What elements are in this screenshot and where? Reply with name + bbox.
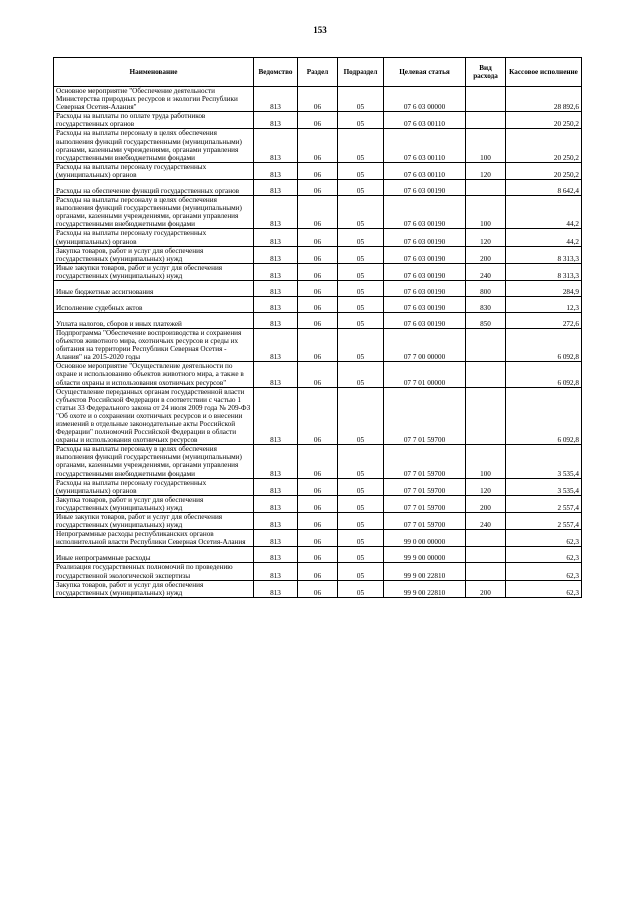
cell-celevaya-statya: 99 9 00 22810	[384, 563, 466, 580]
cell-vid-raskhoda	[466, 180, 506, 196]
cell-razdel: 06	[298, 495, 338, 512]
header-razdel: Раздел	[298, 58, 338, 87]
cell-podrazdel: 05	[338, 263, 384, 280]
cell-vedomstvo: 813	[254, 87, 298, 112]
cell-kassovoe-ispolnenie: 8 642,4	[506, 180, 582, 196]
cell-celevaya-statya: 07 6 03 00110	[384, 129, 466, 162]
cell-razdel: 06	[298, 129, 338, 162]
cell-celevaya-statya: 07 6 03 00190	[384, 180, 466, 196]
cell-kassovoe-ispolnenie: 6 092,8	[506, 362, 582, 387]
cell-vedomstvo: 813	[254, 328, 298, 361]
header-celevaya-statya: Целевая статья	[384, 58, 466, 87]
cell-vid-raskhoda	[466, 112, 506, 129]
cell-celevaya-statya: 07 7 01 59700	[384, 387, 466, 445]
cell-podrazdel: 05	[338, 246, 384, 263]
cell-podrazdel: 05	[338, 296, 384, 312]
cell-vedomstvo: 813	[254, 580, 298, 597]
table-row	[54, 495, 582, 512]
cell-vid-raskhoda: 800	[466, 280, 506, 296]
table-row	[54, 280, 582, 296]
table-row	[54, 580, 582, 597]
cell-razdel: 06	[298, 296, 338, 312]
cell-vedomstvo: 813	[254, 547, 298, 563]
cell-vedomstvo: 813	[254, 229, 298, 246]
cell-podrazdel: 05	[338, 563, 384, 580]
cell-vid-raskhoda: 850	[466, 312, 506, 328]
cell-vid-raskhoda: 200	[466, 246, 506, 263]
cell-vid-raskhoda: 240	[466, 263, 506, 280]
cell-razdel: 06	[298, 563, 338, 580]
cell-celevaya-statya: 99 0 00 00000	[384, 530, 466, 547]
header-name: Наименование	[54, 58, 254, 87]
table-row	[54, 312, 582, 328]
cell-kassovoe-ispolnenie: 8 313,3	[506, 263, 582, 280]
cell-podrazdel: 05	[338, 580, 384, 597]
cell-name: Закупка товаров, работ и услуг для обеспечения государственных (муниципальных) нужд	[54, 495, 254, 512]
cell-celevaya-statya: 07 6 03 00190	[384, 312, 466, 328]
cell-vedomstvo: 813	[254, 263, 298, 280]
cell-podrazdel: 05	[338, 229, 384, 246]
cell-razdel: 06	[298, 87, 338, 112]
table-row	[54, 530, 582, 547]
cell-kassovoe-ispolnenie: 272,6	[506, 312, 582, 328]
cell-podrazdel: 05	[338, 530, 384, 547]
cell-razdel: 06	[298, 445, 338, 478]
cell-celevaya-statya: 07 6 03 00190	[384, 229, 466, 246]
cell-name: Непрограммные расходы республиканских органов исполнительной власти Республики Северная Осетия-Алания	[54, 530, 254, 547]
cell-podrazdel: 05	[338, 362, 384, 387]
cell-podrazdel: 05	[338, 180, 384, 196]
cell-vid-raskhoda: 200	[466, 495, 506, 512]
page-number: 153	[313, 25, 327, 35]
cell-celevaya-statya: 07 6 03 00190	[384, 246, 466, 263]
cell-kassovoe-ispolnenie: 62,3	[506, 530, 582, 547]
cell-name: Уплата налогов, сборов и иных платежей	[54, 312, 254, 328]
cell-vedomstvo: 813	[254, 530, 298, 547]
cell-vid-raskhoda: 830	[466, 296, 506, 312]
cell-name: Расходы на выплаты персоналу в целях обеспечения выполнения функций государственными (муниципальными) органами, казенными учреждениями, органами управления государственными внебюджетными фондами	[54, 196, 254, 229]
cell-kassovoe-ispolnenie: 28 892,6	[506, 87, 582, 112]
cell-podrazdel: 05	[338, 445, 384, 478]
cell-vid-raskhoda: 100	[466, 445, 506, 478]
cell-name: Расходы на обеспечение функций государственных органов	[54, 180, 254, 196]
cell-podrazdel: 05	[338, 513, 384, 530]
cell-vid-raskhoda: 120	[466, 478, 506, 495]
table-row	[54, 547, 582, 563]
cell-razdel: 06	[298, 312, 338, 328]
cell-razdel: 06	[298, 229, 338, 246]
cell-vid-raskhoda	[466, 362, 506, 387]
cell-kassovoe-ispolnenie: 2 557,4	[506, 495, 582, 512]
cell-name: Основное мероприятие "Осуществление деятельности по охране и использованию объектов животного мира, а также в области охраны и использования охотничьих ресурсов"	[54, 362, 254, 387]
cell-celevaya-statya: 07 7 01 59700	[384, 513, 466, 530]
cell-razdel: 06	[298, 547, 338, 563]
cell-celevaya-statya: 07 7 00 00000	[384, 328, 466, 361]
cell-vedomstvo: 813	[254, 196, 298, 229]
cell-podrazdel: 05	[338, 280, 384, 296]
cell-kassovoe-ispolnenie: 44,2	[506, 229, 582, 246]
cell-vedomstvo: 813	[254, 495, 298, 512]
cell-podrazdel: 05	[338, 312, 384, 328]
cell-vedomstvo: 813	[254, 129, 298, 162]
table-row	[54, 328, 582, 361]
cell-name: Расходы на выплаты персоналу государственных (муниципальных) органов	[54, 229, 254, 246]
table-row	[54, 513, 582, 530]
table-row	[54, 112, 582, 129]
cell-name: Иные бюджетные ассигнования	[54, 280, 254, 296]
cell-name: Основное мероприятие "Обеспечение деятельности Министерства природных ресурсов и экологии Республики Северная Осетия-Алания"	[54, 87, 254, 112]
cell-podrazdel: 05	[338, 547, 384, 563]
cell-vedomstvo: 813	[254, 563, 298, 580]
cell-kassovoe-ispolnenie: 20 250,2	[506, 112, 582, 129]
table-row	[54, 387, 582, 445]
cell-vid-raskhoda	[466, 328, 506, 361]
cell-name: Исполнение судебных актов	[54, 296, 254, 312]
cell-podrazdel: 05	[338, 328, 384, 361]
cell-vedomstvo: 813	[254, 246, 298, 263]
table-body	[54, 87, 582, 598]
cell-razdel: 06	[298, 580, 338, 597]
cell-razdel: 06	[298, 196, 338, 229]
table-row	[54, 196, 582, 229]
table-row	[54, 162, 582, 179]
cell-vid-raskhoda: 240	[466, 513, 506, 530]
table-row	[54, 563, 582, 580]
cell-vedomstvo: 813	[254, 445, 298, 478]
cell-celevaya-statya: 07 7 01 59700	[384, 495, 466, 512]
cell-name: Расходы на выплаты по оплате труда работников государственных органов	[54, 112, 254, 129]
cell-name: Реализация государственных полномочий по проведению государственной экологической экспертизы	[54, 563, 254, 580]
cell-podrazdel: 05	[338, 162, 384, 179]
cell-celevaya-statya: 07 7 01 59700	[384, 478, 466, 495]
table-row	[54, 87, 582, 112]
cell-kassovoe-ispolnenie: 20 250,2	[506, 129, 582, 162]
budget-execution-table	[53, 57, 582, 598]
table-row	[54, 445, 582, 478]
cell-podrazdel: 05	[338, 129, 384, 162]
cell-name: Осуществление переданных органам государственной власти субъектов Российской Федерации в соответствии с частью 1 статьи 33 Федерального закона от 24 июля 2009 года № 209-ФЗ "Об охоте и о сохранении охотничьих ресурсов и о внесении изменений в отдельные законодательные акты Российской Федерации" полномочий Российской Федерации в области охраны и использования охотничьих ресурсов	[54, 387, 254, 445]
cell-name: Иные закупки товаров, работ и услуг для обеспечения государственных (муниципальных) нужд	[54, 263, 254, 280]
table-row	[54, 129, 582, 162]
cell-kassovoe-ispolnenie: 2 557,4	[506, 513, 582, 530]
cell-razdel: 06	[298, 180, 338, 196]
cell-vid-raskhoda: 100	[466, 196, 506, 229]
cell-kassovoe-ispolnenie: 6 092,8	[506, 328, 582, 361]
cell-name: Закупка товаров, работ и услуг для обеспечения государственных (муниципальных) нужд	[54, 580, 254, 597]
cell-kassovoe-ispolnenie: 20 250,2	[506, 162, 582, 179]
cell-razdel: 06	[298, 530, 338, 547]
cell-celevaya-statya: 99 9 00 22810	[384, 580, 466, 597]
table-row	[54, 362, 582, 387]
cell-kassovoe-ispolnenie: 8 313,3	[506, 246, 582, 263]
table-row	[54, 246, 582, 263]
cell-kassovoe-ispolnenie: 3 535,4	[506, 478, 582, 495]
cell-name: Подпрограмма "Обеспечение воспроизводства и сохранения объектов животного мира, охотничьих ресурсов и среды их обитания на территории Республики Северная Осетия - Алания" на 2015-2020 годы	[54, 328, 254, 361]
cell-vid-raskhoda: 120	[466, 229, 506, 246]
cell-razdel: 06	[298, 478, 338, 495]
table-header-row	[54, 58, 582, 87]
cell-celevaya-statya: 07 7 01 59700	[384, 445, 466, 478]
cell-kassovoe-ispolnenie: 6 092,8	[506, 387, 582, 445]
cell-name: Закупка товаров, работ и услуг для обеспечения государственных (муниципальных) нужд	[54, 246, 254, 263]
cell-razdel: 06	[298, 263, 338, 280]
cell-celevaya-statya: 07 6 03 00190	[384, 280, 466, 296]
cell-podrazdel: 05	[338, 495, 384, 512]
cell-vedomstvo: 813	[254, 513, 298, 530]
cell-kassovoe-ispolnenie: 44,2	[506, 196, 582, 229]
cell-kassovoe-ispolnenie: 62,3	[506, 563, 582, 580]
cell-celevaya-statya: 07 6 03 00110	[384, 162, 466, 179]
cell-kassovoe-ispolnenie: 12,3	[506, 296, 582, 312]
cell-celevaya-statya: 07 6 03 00190	[384, 196, 466, 229]
table-row	[54, 229, 582, 246]
cell-razdel: 06	[298, 112, 338, 129]
table-row	[54, 263, 582, 280]
cell-vid-raskhoda: 100	[466, 129, 506, 162]
header-kassovoe-ispolnenie: Кассовое исполнение	[506, 58, 582, 87]
header-podrazdel: Подраздел	[338, 58, 384, 87]
cell-vedomstvo: 813	[254, 112, 298, 129]
cell-name: Расходы на выплаты персоналу государственных (муниципальных) органов	[54, 478, 254, 495]
cell-podrazdel: 05	[338, 196, 384, 229]
cell-podrazdel: 05	[338, 87, 384, 112]
cell-podrazdel: 05	[338, 112, 384, 129]
cell-vid-raskhoda	[466, 563, 506, 580]
cell-vedomstvo: 813	[254, 180, 298, 196]
cell-vedomstvo: 813	[254, 387, 298, 445]
cell-name: Расходы на выплаты персоналу в целях обеспечения выполнения функций государственными (муниципальными) органами, казенными учреждениями, органами управления государственными внебюджетными фондами	[54, 445, 254, 478]
cell-celevaya-statya: 07 6 03 00190	[384, 263, 466, 280]
cell-kassovoe-ispolnenie: 62,3	[506, 580, 582, 597]
cell-razdel: 06	[298, 513, 338, 530]
cell-celevaya-statya: 07 7 01 00000	[384, 362, 466, 387]
cell-vedomstvo: 813	[254, 162, 298, 179]
cell-razdel: 06	[298, 162, 338, 179]
header-vid-raskhoda: Вид расхода	[466, 58, 506, 87]
cell-name: Расходы на выплаты персоналу государственных (муниципальных) органов	[54, 162, 254, 179]
header-vedomstvo: Ведомство	[254, 58, 298, 87]
cell-razdel: 06	[298, 280, 338, 296]
cell-celevaya-statya: 07 6 03 00190	[384, 296, 466, 312]
cell-vedomstvo: 813	[254, 312, 298, 328]
table-row	[54, 478, 582, 495]
cell-kassovoe-ispolnenie: 284,9	[506, 280, 582, 296]
cell-vedomstvo: 813	[254, 296, 298, 312]
cell-vid-raskhoda	[466, 530, 506, 547]
cell-name: Расходы на выплаты персоналу в целях обеспечения выполнения функций государственными (муниципальными) органами, казенными учреждениями, органами управления государственными внебюджетными фондами	[54, 129, 254, 162]
cell-vid-raskhoda	[466, 547, 506, 563]
table-row	[54, 180, 582, 196]
cell-name: Иные непрограммные расходы	[54, 547, 254, 563]
cell-vid-raskhoda	[466, 87, 506, 112]
cell-celevaya-statya: 99 9 00 00000	[384, 547, 466, 563]
cell-vedomstvo: 813	[254, 478, 298, 495]
cell-vid-raskhoda: 200	[466, 580, 506, 597]
cell-razdel: 06	[298, 387, 338, 445]
cell-podrazdel: 05	[338, 478, 384, 495]
cell-razdel: 06	[298, 328, 338, 361]
cell-name: Иные закупки товаров, работ и услуг для обеспечения государственных (муниципальных) нужд	[54, 513, 254, 530]
cell-celevaya-statya: 07 6 03 00110	[384, 112, 466, 129]
cell-vid-raskhoda	[466, 387, 506, 445]
cell-razdel: 06	[298, 246, 338, 263]
cell-vedomstvo: 813	[254, 280, 298, 296]
cell-podrazdel: 05	[338, 387, 384, 445]
cell-vid-raskhoda: 120	[466, 162, 506, 179]
table-row	[54, 296, 582, 312]
cell-kassovoe-ispolnenie: 62,3	[506, 547, 582, 563]
cell-kassovoe-ispolnenie: 3 535,4	[506, 445, 582, 478]
cell-celevaya-statya: 07 6 03 00000	[384, 87, 466, 112]
cell-razdel: 06	[298, 362, 338, 387]
cell-vedomstvo: 813	[254, 362, 298, 387]
